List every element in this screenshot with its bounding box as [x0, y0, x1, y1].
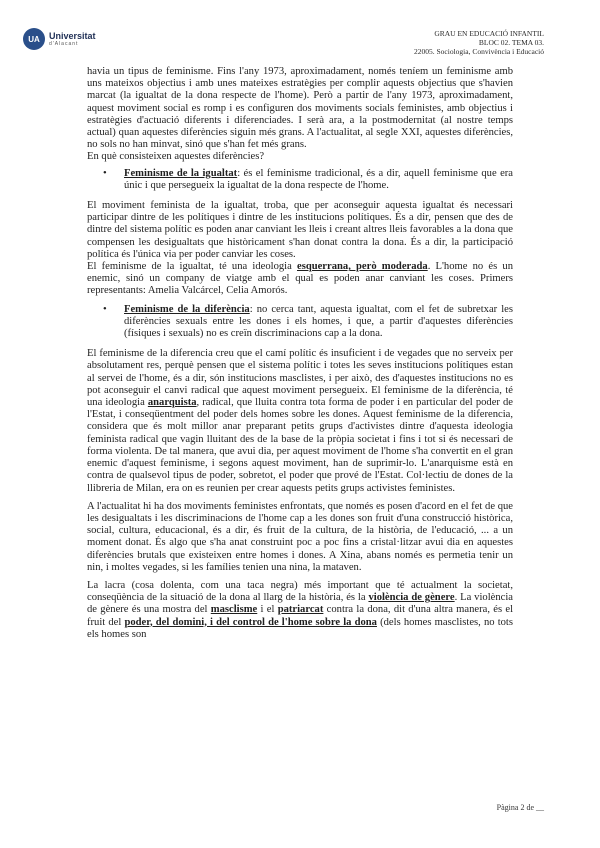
page-number: Pàgina 2 de __ — [496, 803, 544, 812]
bullet-dot-icon: • — [103, 167, 107, 179]
paragraph-3: El feminisme de la igualtat, té una ideologia esquerrana, però moderada. L'home no és un enemic, sinó un company de viatge amb el qual es poden anar canviant les coses. Primers representants: Amelia Valcárcel, Celia Amorós. — [87, 261, 513, 297]
question-line: En què consisteixen aquestes diferències? — [87, 151, 265, 163]
paragraph-4: El feminisme de la diferencia creu que el camí polític és insuficient i de vegades que no serveix per absolutament res, perquè pensen que el sistema polític i totes les seves institucions polítiques estan al servei de l'home, és a dir, són institucions masclistes, i per això, des d'aquestes institucions no es pot aconseguir el canvi radical que aquest moviment persegueix. El feminisme de la diferència, té una ideologia anarquista, radical, que lluita contra tota forma de poder i en particular del poder de l'Estat, i conseqüentment del poder dels homes sobre les dones. Aquest feminisme de la diferencia, considera que és molt millor anar preparant petits grups d'activistes dintre d'aquesta ideologia feminista radical que vagin lluitant des de la base de la pròpia societat i fins i tot si és necessari de forma violenta. De tal manera, que avui dia, per aquest moviment de l'home s'ha convertit en el gran enemic d'aquest feminisme, i segons aquest moviment, han de suprimir-lo. L'anarquisme està en contra de qualsevol tipus de poder, sobretot, el poder que prové de l'Estat. Col·lectiu de dones de la llibreria de Milan, era on es reunien per crear aquests petits grups activistes feministes. — [87, 348, 514, 494]
paragraph-5: A l'actualitat hi ha dos moviments feministes enfrontats, que només es posen d'acord en el fet de que les desigualtats i les discriminacions de l'home cap a les dones son fruit d'una construcció històrica, social, cultura, educacional, és a dir, és fruit de la cultura, de la història, de l'educació, ... a un moment donat. És algo que s'ha anat construint poc a poc fins a cristal·litzar avui dia en aquestes diferències brutals que existeixen entre homes i dones. A Xina, abans només es permetia tenir un nin, i moltes vegades, si les famílies tenien una nina, la mataven. — [87, 500, 513, 573]
block-line: BLOC 02. TEMA 03. — [478, 38, 544, 47]
paragraph-1: havia un tipus de feminisme. Fins l'any 1973, aproximadament, només teníem un feminisme amb uns mateixos objectius i amb unes mateixes estratègies per complir aquests objectius que s'havien marcat (la igualtat de la dona respecte de l'home). Però a partir de l'any 1973, aproximadament, aquest moviment social es romp i es configuren dos moviments socials feministes, amb objectius i estratègies d'actuació diferents i diferenciades. I serà ara, a la postmodernitat (al nostre temps actual) quan aquestes diferències siguin més grans. A l'actualitat, al segle XXI, aquestes diferències, no sols no han minvat, sinó que s'han fet més grans. — [87, 66, 513, 151]
bullet-dot-icon: • — [103, 303, 107, 315]
logo-subtitle: d'Alacant — [49, 41, 79, 47]
term-patriarcat: patriarcat — [277, 604, 324, 616]
course-info — [414, 29, 544, 56]
term-esquerrana: esquerrana, però moderada — [297, 261, 428, 273]
bullet-list-2 — [87, 304, 513, 341]
paragraph-6: La lacra (cosa dolenta, com una taca negra) més important que té actualment la societat, conseqüència de la situació de la dona al llarg de la història, és la violència de gènere. La violència de gènere és una mostra del masclisme i el patriarcat contra la dona, dit d'una altra manera, és el fruit del poder, del domini, i del control de l'home sobre la dona (dels homes masclistes, no tots els homes son — [87, 579, 514, 640]
bullet-text: : no cerca tant, aquesta igualtat, com el fet de subretxar les diferències sexuals entre les dones i els homes, i que, a partir d'aquestes diferències (físiques i sexuals) no es creïn discriminacions cap a la dona. — [124, 303, 514, 340]
page-header — [0, 0, 600, 68]
bullet-list-1 — [87, 168, 513, 192]
paragraph-2: El moviment feminista de la igualtat, troba, que per aconseguir aquesta igualtat és necessari participar dintre de les polítiques i dintre de les institucions polítiques. És a dir, pensen que des de dintre del sistema polític es poden anar canviant les lleis i creant altres lleis favorables a la dona que compensen les desigualtats que històricament s'han donat contra la dona. És a dir, la participació política és l'única via per poder canviar les coses. — [87, 200, 513, 260]
term-feminisme-igualtat: Feminisme de la igualtat — [124, 167, 238, 179]
term-feminisme-diferencia: Feminisme de la diferència — [124, 303, 250, 315]
university-logo — [23, 28, 96, 50]
term-masclisme: masclisme — [210, 604, 258, 616]
document-body — [87, 66, 513, 647]
degree-line: GRAU EN EDUCACIÓ INFANTIL — [434, 29, 544, 38]
term-anarquista: anarquista — [147, 397, 197, 409]
term-poder-domini: poder, del domini, i del control de l'home sobre la dona — [124, 616, 377, 628]
term-violencia-genere: violència de gènere — [368, 592, 455, 604]
university-seal-icon: UA — [23, 28, 45, 50]
bullet-item-igualtat — [87, 168, 513, 192]
logo-name: Universitat — [49, 31, 96, 41]
bullet-item-diferencia — [87, 304, 513, 341]
bullet-text: : és el feminisme tradicional, és a dir, aquell feminisme que era únic i que persegueix la igualtat de la dona respecte de l'home. — [124, 167, 513, 191]
subject-line: 22005. Sociologia, Convivència i Educació — [414, 47, 544, 56]
